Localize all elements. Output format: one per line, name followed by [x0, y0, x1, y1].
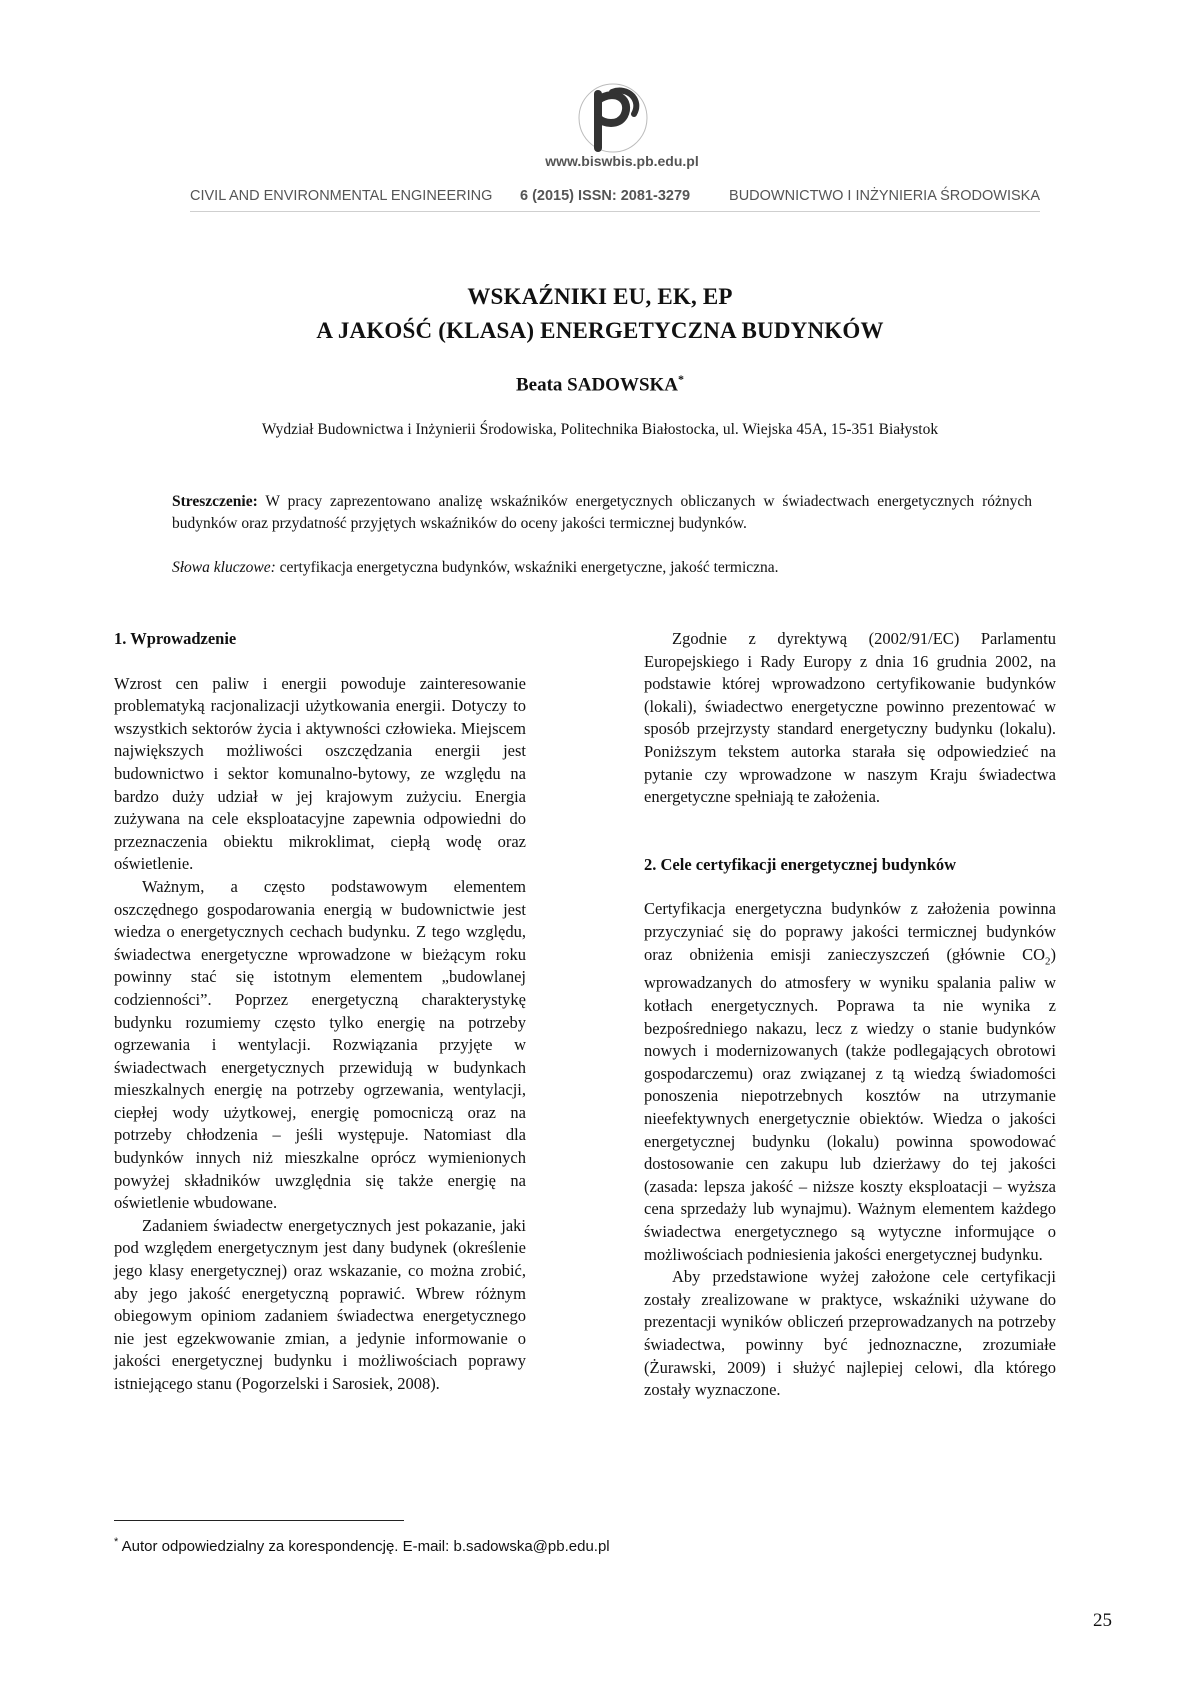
- keywords-label: Słowa kluczowe:: [172, 559, 276, 576]
- journal-issue-issn: 6 (2015) ISSN: 2081-3279: [520, 188, 691, 204]
- footnote-divider: [114, 1520, 404, 1521]
- keywords-text: certyfikacja energetyczna budynków, wskaźniki energetyczne, jakość termiczna.: [279, 559, 779, 576]
- left-column: [114, 628, 526, 1396]
- section-2-paragraph-1-part-b: ) wprowadzanych do atmosfery w wyniku spalania paliw w kotłach energetycznych. Poprawa ta nie wynika z bezpośredniego nakazu, lecz z wiedzy o stanie budynków nowych i modernizowanych (także podlegających obrotowi gospodarczemu) oraz związanej z tą wiedzą świadomości ponoszenia niepotrzebnych kosztów na utrzymanie nieefektywnych energetycznie obiektów. Wiedza o jakości energetycznej budynku (lokalu) powinna spowodować dostosowanie cen zakupu lub dzierżawy do tej jakości (zasada: lepsza jakość – niższe koszty eksploatacji – wyższa cena sprzedaży lub wynajmu). Ważnym elementem każdego świadectwa energetycznego są wytyczne informujące o możliwościach podniesienia jakości energetycznej budynku.: [644, 944, 1056, 1264]
- co2-subscript: 2: [1045, 954, 1051, 967]
- footnote-mark: *: [114, 1536, 119, 1548]
- section-2-paragraph-1-part-a: Certyfikacja energetyczna budynków z założenia powinna przyczyniać się do poprawy jakości termicznej budynków oraz obniżenia emisji zanieczyszczeń (głównie CO: [644, 899, 1056, 964]
- author-affiliation: Wydział Budownictwa i Inżynierii Środowiska, Politechnika Białostocka, ul. Wiejska 45A, 15-351 Białystok: [261, 421, 939, 438]
- section-2-heading: 2. Cele certyfikacji energetycznej budynków: [644, 854, 957, 874]
- section-1-paragraph-2: Ważnym, a często podstawowym elementem oszczędnego gospodarowania energią w budownictwie jest wiedza o energetycznych cechach budynku. Z tego względu, świadectwa energetyczne wprowadzone w bieżącym roku powinny stać się istotnym elementem „budowlanej codzienności”. Poprzez energetyczną charakterystykę budynku rozumiemy często tylko energię na potrzeby ogrzewania i wentylacji. Rozwiązania przyjęte w świadectwach energetycznych przewidują w budynkach mieszkalnych energię na potrzeby ogrzewania, wentylacji, ciepłej wody użytkowej, energię pomocniczą oraz na potrzeby chłodzenia – jeśli występuje. Natomiast dla budynków innych niż mieszkalne oprócz wymienionych powyżej składników uwzględnia się także energię na oświetlenie wbudowane.: [114, 876, 526, 1213]
- abstract-label: Streszczenie:: [172, 493, 258, 510]
- section-2-paragraph-1: [644, 898, 1056, 1266]
- section-1-paragraph-1: Wzrost cen paliw i energii powoduje zainteresowanie problematyką racjonalizacji użytkowania energii. Dotyczy to wszystkich sektorów życia i aktywności człowieka. Miejscem największych możliwości oszczędzania energii jest budownictwo i sektor komunalno-bytowy, ze względu na bardzo duży udział w jej krajowym zużyciu. Energia zużywana na cele eksploatacyjne zapewnia odpowiedni do przeznaczenia obiektu mikroklimat, ciepłą wodę oraz oświetlenie.: [114, 673, 526, 874]
- keywords: [172, 559, 1032, 577]
- title-line-2: A JAKOŚĆ (KLASA) ENERGETYCZNA BUDYNKÓW: [316, 318, 884, 343]
- journal-logo-icon: [568, 78, 658, 156]
- author-name-text: Beata SADOWSKA: [515, 374, 679, 396]
- abstract: [172, 491, 1032, 535]
- section-1-heading: 1. Wprowadzenie: [114, 629, 237, 648]
- abstract-text: W pracy zaprezentowano analizę wskaźników energetycznych obliczanych w świadectwach energetycznych różnych budynków oraz przydatność przyjętych wskaźników do oceny jakości termicznej budynków.: [172, 493, 1032, 532]
- right-column: [644, 628, 1056, 1402]
- author-name: [0, 372, 1200, 396]
- page-number: 25: [1093, 1610, 1112, 1631]
- title-line-1: WSKAŹNIKI EU, EK, EP: [467, 284, 733, 309]
- article-title: [0, 280, 1200, 348]
- journal-website-url: www.biswbis.pb.edu.pl: [545, 153, 699, 169]
- section-1-paragraph-3: Zadaniem świadectw energetycznych jest pokazanie, jaki pod względem energetycznym jest dany budynek (określenie jego klasy energetycznej) oraz wskazanie, co można zrobić, aby jego jakość energetyczną poprawić. Wbrew różnym obiegowym opiniom zadaniem świadectwa energetycznego nie jest egzekwowanie zmian, a jedynie informowanie o jakości energetycznej budynku i możliwościach poprawy istniejącego stanu (Pogorzelski i Sarosiek, 2008).: [114, 1215, 526, 1393]
- footnote: [114, 1536, 610, 1555]
- journal-name-en: CIVIL AND ENVIRONMENTAL ENGINEERING: [190, 188, 493, 204]
- section-1-paragraph-4: Zgodnie z dyrektywą (2002/91/EC) Parlamentu Europejskiego i Rady Europy z dnia 16 grudnia 2002, na podstawie której wprowadzono certyfikowanie budynków (lokali), świadectwo energetyczne powinno prezentować w sposób przejrzysty standard energetyczny budynku (lokalu). Poniższym tekstem autorka starała się odpowiedzieć na pytanie czy wprowadzone w naszym Kraju świadectwa energetyczne spełniają te założenia.: [644, 629, 1056, 807]
- journal-name-pl: BUDOWNICTWO I INŻYNIERIA ŚRODOWISKA: [729, 188, 1040, 204]
- author-footnote-mark: *: [678, 372, 685, 386]
- section-2-paragraph-2: Aby przedstawione wyżej założone cele certyfikacji zostały zrealizowane w praktyce, wskaźniki używane do prezentacji wyników obliczeń przeprowadzanych na potrzeby świadectwa, powinny być jednoznaczne, zrozumiałe (Żurawski, 2009) i służyć najlepiej celowi, dla którego zostały wyznaczone.: [644, 1267, 1056, 1400]
- journal-header-bar: [190, 186, 1040, 212]
- footnote-text: Autor odpowiedzialny za korespondencję. E-mail: b.sadowska@pb.edu.pl: [121, 1538, 610, 1555]
